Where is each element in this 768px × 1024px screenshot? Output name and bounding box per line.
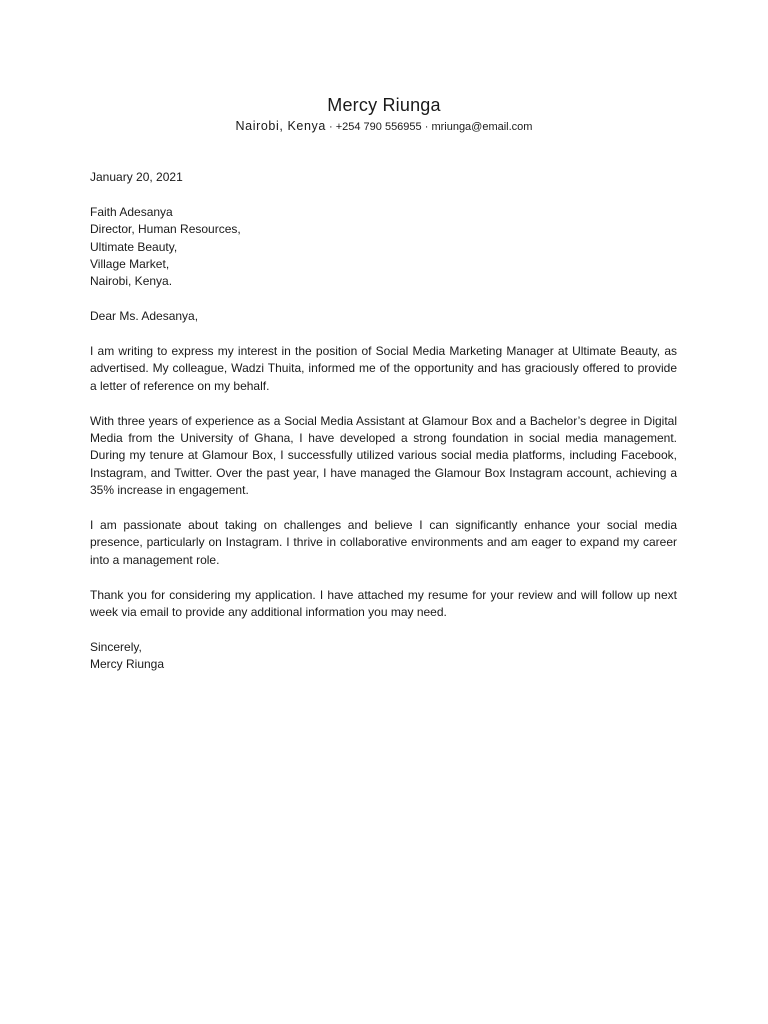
body-paragraph-motivation: I am passionate about taking on challenges and believe I can significantly enhance your social media presence, particularly on Instagram. I thrive in collaborative environments and am eager to expand my career into a management role. <box>90 518 677 567</box>
body-paragraph-closing: Thank you for considering my application. I have attached my resume for your review and will follow up next week via email to provide any additional information you may need. <box>90 587 677 620</box>
contact-separator: · <box>421 121 432 133</box>
contact-separator: · <box>325 121 336 133</box>
sender-city: Nairobi, Kenya <box>235 119 326 133</box>
letter-header <box>0 94 768 135</box>
letter-body <box>90 169 677 674</box>
sender-email: mriunga@email.com <box>431 121 533 133</box>
recipient-block <box>90 204 677 291</box>
recipient-name: Faith Adesanya <box>90 204 173 219</box>
recipient-city: Nairobi, Kenya. <box>90 274 173 289</box>
recipient-address: Village Market, <box>90 257 170 272</box>
body-paragraph-experience: With three years of experience as a Social Media Assistant at Glamour Box and a Bachelor’s degree in Digital Media from the University of Ghana, I have developed a strong foundation in social media management. During my tenure at Glamour Box, I successfully utilized various social media platforms, including Facebook, Instagram, and Twitter. Over the past year, I have managed the Glamour Box Instagram account, achieving a 35% increase in engagement. <box>90 413 677 498</box>
closing-phrase: Sincerely, <box>90 639 142 654</box>
sender-name: Mercy Riunga <box>327 95 441 115</box>
sender-contact-line <box>0 118 768 135</box>
body-paragraph-intro: I am writing to express my interest in the position of Social Media Marketing Manager at Ultimate Beauty, as advertised. My colleague, Wadzi Thuita, informed me of the opportunity and has graciously offered to provide a letter of reference on my behalf. <box>90 344 677 393</box>
recipient-title: Director, Human Resources, <box>90 222 241 237</box>
recipient-company: Ultimate Beauty, <box>90 239 178 254</box>
salutation: Dear Ms. Adesanya, <box>90 309 199 324</box>
sender-phone: +254 790 556955 <box>335 121 422 133</box>
letter-date: January 20, 2021 <box>90 170 183 184</box>
signature-name: Mercy Riunga <box>90 657 165 672</box>
